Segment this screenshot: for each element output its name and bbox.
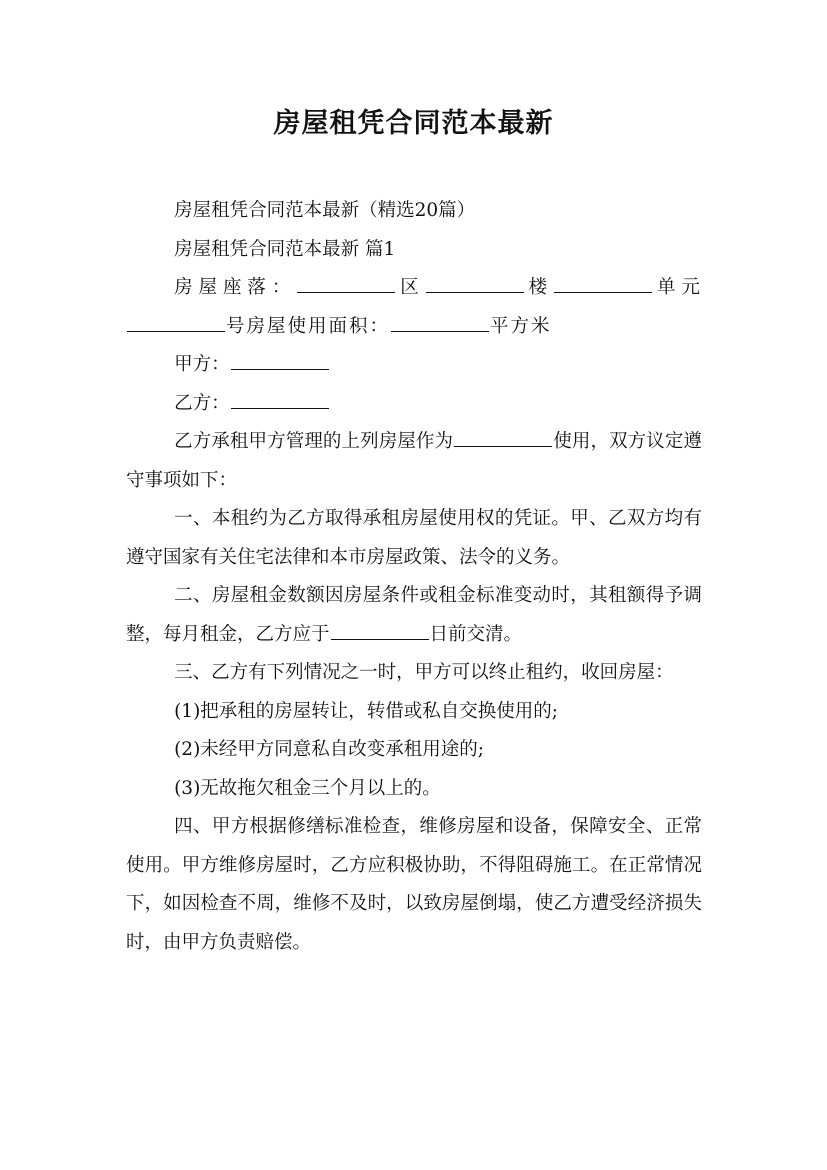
clause-3-item-2: (2)未经甲方同意私自改变承租用途的; — [174, 739, 485, 760]
unit-label: 单元 — [653, 277, 702, 298]
clause-2 — [126, 577, 702, 654]
clause-3-item-1: (1)把承租的房屋转让，转借或私自交换使用的; — [174, 700, 559, 722]
area-unit-label: 平方米 — [490, 315, 552, 337]
blank-line — [231, 407, 329, 409]
clause-1: 一、本租约为乙方取得承租房屋使用权的凭证。甲、乙双方均有遵守国家有关住宅法律和本市房屋政策、法令的义务。 — [126, 508, 702, 568]
usage-text-end: 使用，双方议定遵守事项如下： — [126, 431, 702, 491]
location-paragraph — [126, 269, 702, 346]
intro-paragraph: 房屋租凭合同范本最新（精选20篇） — [174, 200, 476, 221]
document-title: 房屋租凭合同范本最新 — [273, 108, 554, 139]
clause-4: 四、甲方根据修缮标准检查，维修房屋和设备，保障安全、正常使用。甲方维修房屋时，乙方应积极协助，不得阻碍施工。在正常情况下，如因检查不周，维修不及时，以致房屋倒塌，使乙方遭受经济损失时，由甲方负责赔偿。 — [126, 816, 702, 953]
district-label: 区 — [396, 277, 425, 298]
party-b-label: 乙方： — [174, 392, 230, 414]
blank-line — [231, 368, 329, 370]
blank-line — [331, 638, 429, 640]
blank-line — [297, 291, 395, 293]
chapter-heading: 房屋租凭合同范本最新 篇1 — [174, 238, 396, 260]
clause-2-text-end: 日前交清。 — [429, 623, 523, 645]
party-a-line — [126, 346, 702, 385]
clause-2-text-start: 二、房屋租金数额因房屋条件或租金标准变动时，其租额得予调整，每月租金，乙方应于 — [126, 585, 702, 645]
usage-text-start: 乙方承租甲方管理的上列房屋作为 — [174, 431, 454, 452]
blank-line — [391, 330, 489, 332]
document-body — [126, 192, 702, 962]
blank-line — [127, 330, 225, 332]
party-a-label: 甲方： — [174, 354, 230, 375]
clause-3: 三、乙方有下列情况之一时，甲方可以终止租约，收回房屋： — [174, 662, 674, 683]
building-label: 楼 — [524, 277, 554, 298]
party-b-line — [126, 385, 702, 424]
blank-line — [454, 445, 552, 447]
clause-3-item-3: (3)无故拖欠租金三个月以上的。 — [174, 777, 441, 799]
location-label: 房屋座落： — [174, 277, 297, 298]
usage-paragraph — [126, 423, 702, 500]
blank-line — [426, 291, 524, 293]
blank-line — [554, 291, 652, 293]
area-label: 号房屋使用面积： — [226, 315, 391, 337]
